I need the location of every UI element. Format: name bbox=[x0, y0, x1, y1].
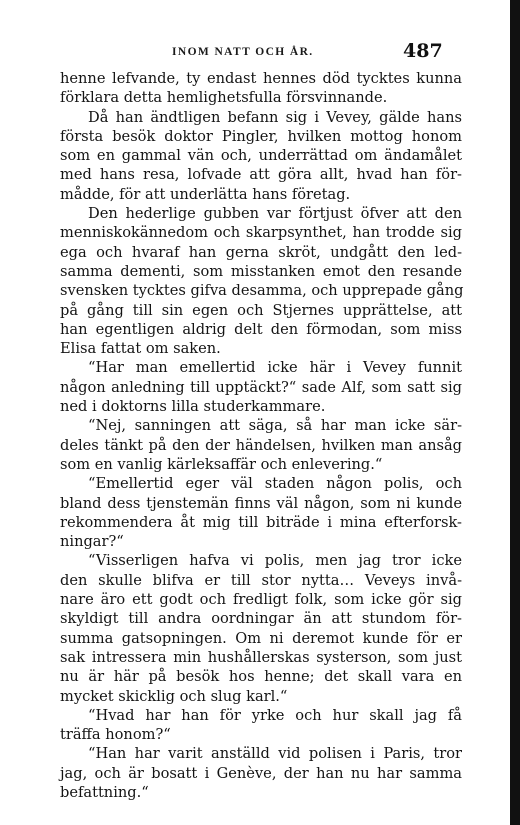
running-head: INOM NATT OCH ÅR. bbox=[172, 46, 314, 58]
text-line: deles tänkt på den der händelsen, hvilken man ansåg bbox=[60, 436, 462, 454]
text-line: henne lefvande, ty endast hennes död tycktes kunna bbox=[60, 70, 462, 87]
text-line: träffa honom?“ bbox=[60, 726, 171, 744]
text-line: mycket skicklig och slug karl.“ bbox=[60, 687, 288, 705]
text-line: första besök doktor Pingler, hvilken mottog honom bbox=[60, 127, 462, 145]
text-line: “Emellertid eger väl staden någon polis, och bbox=[88, 475, 462, 493]
text-line: som en vanlig kärleksaffär och enlevering.“ bbox=[60, 455, 383, 473]
text-line: ningar?“ bbox=[60, 533, 124, 551]
text-line: den skulle blifva er till stor nytta… Veveys invå- bbox=[60, 571, 462, 589]
text-line: han egentligen aldrig delt den förmodan, som miss bbox=[60, 320, 462, 338]
text-line: Den hederlige gubben var förtjust öfver att den bbox=[88, 205, 462, 223]
text-line: på gång till sin egen och Stjernes upprättelse, att bbox=[60, 301, 462, 319]
text-line: jag, och är bosatt i Genève, der han nu har samma bbox=[60, 764, 462, 782]
text-line: “Han har varit anställd vid polisen i Paris, tror bbox=[88, 745, 462, 763]
text-line: mådde, för att underlätta hans företag. bbox=[60, 185, 351, 203]
body-text bbox=[60, 69, 462, 802]
text-line: Elisa fattat om saken. bbox=[60, 340, 221, 358]
text-line: ned i doktorns lilla studerkammare. bbox=[60, 398, 326, 416]
text-line: menniskokännedom och skarpsynthet, han trodde sig bbox=[60, 224, 462, 242]
text-line: summa gatsopningen. Om ni deremot kunde för er bbox=[60, 629, 462, 647]
text-line: “Nej, sanningen att säga, så har man icke sär- bbox=[88, 417, 462, 435]
text-line: “Visserligen hafva vi polis, men jag tror icke bbox=[88, 552, 462, 570]
text-line: bland dess tjenstemän finns väl någon, som ni kunde bbox=[60, 494, 462, 512]
text-line: ega och hvaraf han gerna skröt, undgått den led- bbox=[60, 243, 462, 261]
text-line: med hans resa, lofvade att göra allt, hvad han för- bbox=[60, 166, 462, 184]
text-line: nare äro ett godt och fredligt folk, som icke gör sig bbox=[60, 591, 462, 609]
text-line: “Har man emellertid icke här i Vevey funnit bbox=[88, 359, 462, 377]
text-line: sak intressera min hushållerskas systerson, som just bbox=[60, 648, 462, 666]
text-line: svensken tycktes gifva desamma, och upprepade gång bbox=[60, 282, 464, 300]
text-line: Då han ändtligen befann sig i Vevey, gälde hans bbox=[88, 108, 462, 126]
text-line: som en gammal vän och, underrättad om ändamålet bbox=[60, 147, 462, 165]
text-line: nu är här på besök hos henne; det skall vara en bbox=[60, 668, 462, 686]
text-line: “Hvad har han för yrke och hur skall jag få bbox=[88, 706, 462, 724]
scan-edge bbox=[510, 0, 520, 825]
page-number: 487 bbox=[403, 40, 443, 62]
text-line: befattning.“ bbox=[60, 783, 149, 801]
text-line: förklara detta hemlighetsfulla försvinnande. bbox=[60, 89, 388, 107]
text-line: rekommendera åt mig till biträde i mina efterforsk- bbox=[60, 513, 462, 531]
text-line: samma dementi, som misstanken emot den resande bbox=[60, 262, 462, 280]
text-line: någon anledning till upptäckt?“ sade Alf, som satt sig bbox=[60, 378, 462, 396]
text-line: skyldigt till andra oordningar än att stundom för- bbox=[60, 610, 462, 628]
